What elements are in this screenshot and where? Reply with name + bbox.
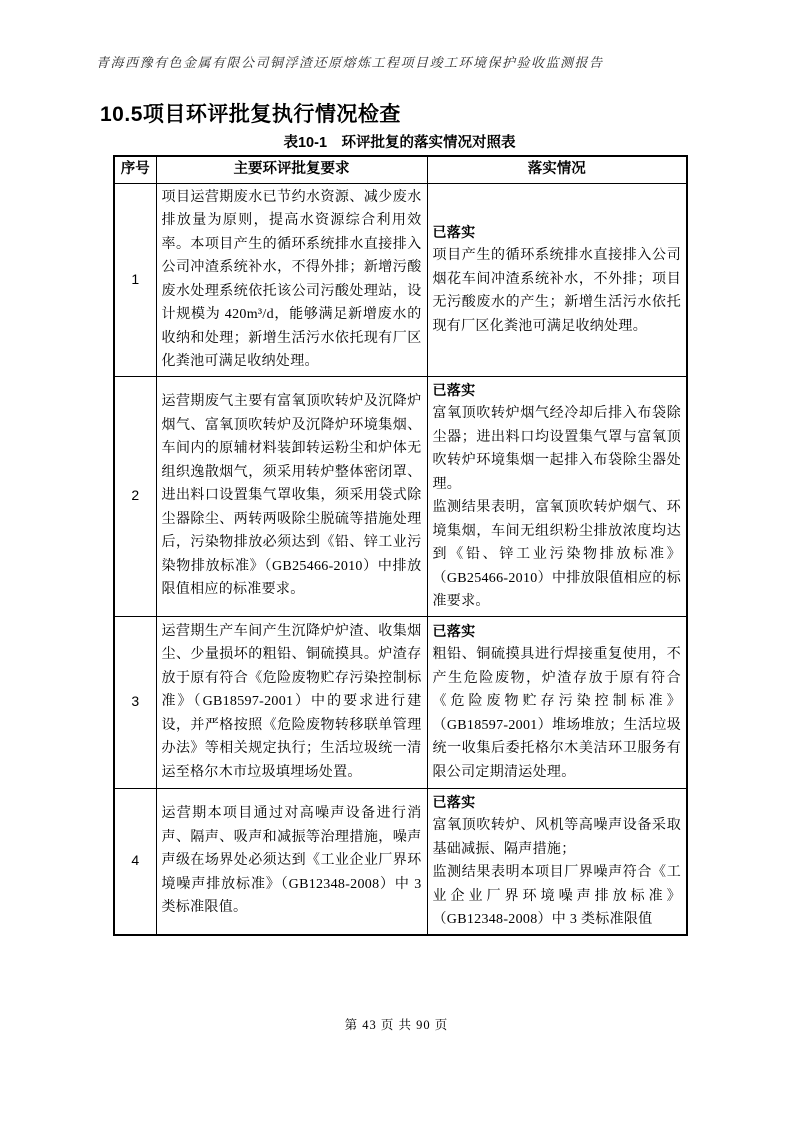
row-number: 1	[114, 183, 156, 376]
table-row-1	[114, 183, 687, 376]
requirement-cell: 项目运营期废水已节约水资源、减少废水排放量为原则，提高水资源综合利用效率。本项目产生的循环系统排水直接排入公司冲渣系统补水，不得外排；新增污酸废水处理系统依托该公司污酸处理站，设计规模为 420m³/d，能够满足新增废水的收纳和处理；新增生活污水依托现有厂区化粪池可满足收纳处理。	[156, 183, 427, 376]
status-detail: 粗铅、铜硫摸具进行焊接重复使用，不产生危险废物，炉渣存放于原有符合《危险废物贮存污染控制标准》（GB18597-2001）堆场堆放；生活垃圾统一收集后委托格尔木美洁环卫服务有限公司定期清运处理。	[432, 647, 681, 780]
table-row-2	[114, 376, 687, 616]
status-label: 已落实	[432, 381, 476, 398]
status-cell	[427, 788, 687, 935]
table-caption: 表10-1 环评批复的落实情况对照表	[283, 135, 516, 151]
requirement-cell: 运营期生产车间产生沉降炉炉渣、收集烟尘、少量损坏的粗铅、铜硫摸具。炉渣存放于原有符合《危险废物贮存污染控制标准》（GB18597-2001）中的要求进行建设，并严格按照《危险废物转移联单管理办法》等相关规定执行；生活垃圾统一清运至格尔木市垃圾填埋场处置。	[156, 616, 427, 788]
requirement-cell: 运营期废气主要有富氧顶吹转炉及沉降炉烟气、富氧顶吹转炉及沉降炉环境集烟、车间内的原辅材料装卸转运粉尘和炉体无组织逸散烟气，须采用转炉整体密闭罩、进出料口设置集气罩收集，须采用袋式除尘器除尘、两转两吸除尘脱硫等措施处理后，污染物排放必须达到《铅、锌工业污染物排放标准》（GB25466-2010）中排放限值相应的标准要求。	[156, 376, 427, 616]
column-header-requirement: 主要环评批复要求	[156, 156, 427, 183]
page-header-text: 青海西豫有色金属有限公司铜浮渣还原熔炼工程项目竣工环境保护验收监测报告	[96, 55, 604, 70]
status-cell	[427, 183, 687, 376]
status-detail-2: 监测结果表明，富氧顶吹转炉烟气、环境集烟，车间无组织粉尘排放浓度均达到《铅、锌工业污染物排放标准》（GB25466-2010）中排放限值相应的标准要求。	[432, 500, 681, 609]
status-label: 已落实	[432, 793, 476, 810]
row-number: 3	[114, 616, 156, 788]
table-row-4	[114, 788, 687, 935]
table-header-row	[114, 156, 687, 183]
row-number: 4	[114, 788, 156, 935]
column-header-status: 落实情况	[427, 156, 687, 183]
section-title: 10.5项目环评批复执行情况检查	[100, 103, 401, 126]
status-detail-2: 监测结果表明本项目厂界噪声符合《工业企业厂界环境噪声排放标准》（GB12348-2008）中 3 类标准限值	[432, 865, 681, 927]
status-cell	[427, 376, 687, 616]
status-label: 已落实	[432, 622, 476, 639]
status-detail: 富氧顶吹转炉、风机等高噪声设备采取基础减振、隔声措施；	[432, 818, 681, 857]
status-cell	[427, 616, 687, 788]
requirement-cell: 运营期本项目通过对高噪声设备进行消声、隔声、吸声和减振等治理措施，噪声声级在场界处必须达到《工业企业厂界环境噪声排放标准》（GB12348-2008）中 3 类标准限值。	[156, 788, 427, 935]
status-detail: 富氧顶吹转炉烟气经冷却后排入布袋除尘器；进出料口均设置集气罩与富氧顶吹转炉环境集烟一起排入布袋除尘器处理。	[432, 406, 681, 492]
status-detail: 项目产生的循环系统排水直接排入公司烟花车间冲渣系统补水，不外排；项目无污酸废水的产生；新增生活污水依托现有厂区化粪池可满足收纳处理。	[432, 248, 681, 334]
page-number: 第 43 页 共 90 页	[344, 1018, 449, 1032]
compliance-table	[113, 155, 688, 936]
status-label: 已落实	[432, 223, 476, 240]
row-number: 2	[114, 376, 156, 616]
table-row-3	[114, 616, 687, 788]
column-header-number: 序号	[114, 156, 156, 183]
